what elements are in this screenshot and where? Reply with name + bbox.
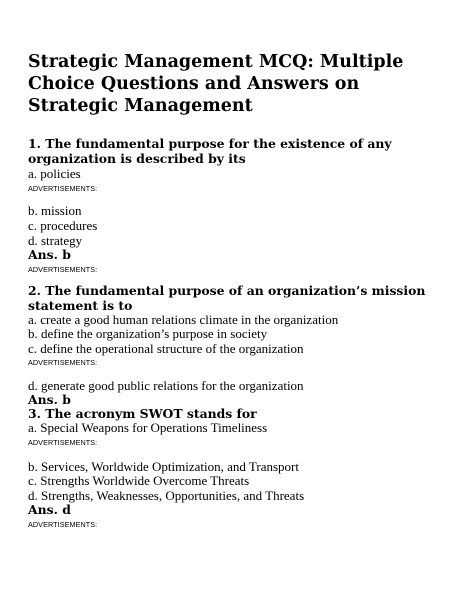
question-1-option-c: c. procedures xyxy=(28,218,98,233)
question-2-text: 2. The fundamental purpose of an organization’s mission xyxy=(28,283,426,298)
question-1-option-b: b. mission xyxy=(28,203,82,218)
advertisement-label: ADVERTISEMENTS: xyxy=(28,265,98,274)
advertisement-label: ADVERTISEMENTS: xyxy=(28,520,98,529)
question-1-text: 1. The fundamental purpose for the existence of any xyxy=(28,136,392,151)
question-2-option-a: a. create a good human relations climate in the organization xyxy=(28,312,339,327)
question-1-answer: Ans. b xyxy=(28,247,71,262)
question-1-text-cont: organization is described by its xyxy=(28,151,246,166)
question-3-option-b: b. Services, Worldwide Optimization, and Transport xyxy=(28,459,299,474)
question-3-option-d: d. Strengths, Weaknesses, Opportunities, and Threats xyxy=(28,488,305,503)
question-1-option-a: a. policies xyxy=(28,166,81,181)
question-3-answer: Ans. d xyxy=(28,502,71,517)
advertisement-label: ADVERTISEMENTS: xyxy=(28,438,98,447)
advertisement-label: ADVERTISEMENTS: xyxy=(28,184,98,193)
question-3-option-c: c. Strengths Worldwide Overcome Threats xyxy=(28,473,250,488)
question-2-option-b: b. define the organization’s purpose in society xyxy=(28,326,268,341)
advertisement-label: ADVERTISEMENTS: xyxy=(28,358,98,367)
question-2-option-d: d. generate good public relations for the organization xyxy=(28,378,304,393)
question-2-text-cont: statement is to xyxy=(28,298,133,313)
question-2-option-c: c. define the operational structure of the organization xyxy=(28,341,304,356)
question-3-text: 3. The acronym SWOT stands for xyxy=(28,406,257,421)
page-title: Strategic Management MCQ: Multiple Choice Questions and Answers on Strategic Management xyxy=(28,52,404,116)
question-1-option-d: d. strategy xyxy=(28,233,83,248)
question-3-option-a: a. Special Weapons for Operations Timeliness xyxy=(28,420,268,435)
question-2-answer: Ans. b xyxy=(28,392,71,407)
